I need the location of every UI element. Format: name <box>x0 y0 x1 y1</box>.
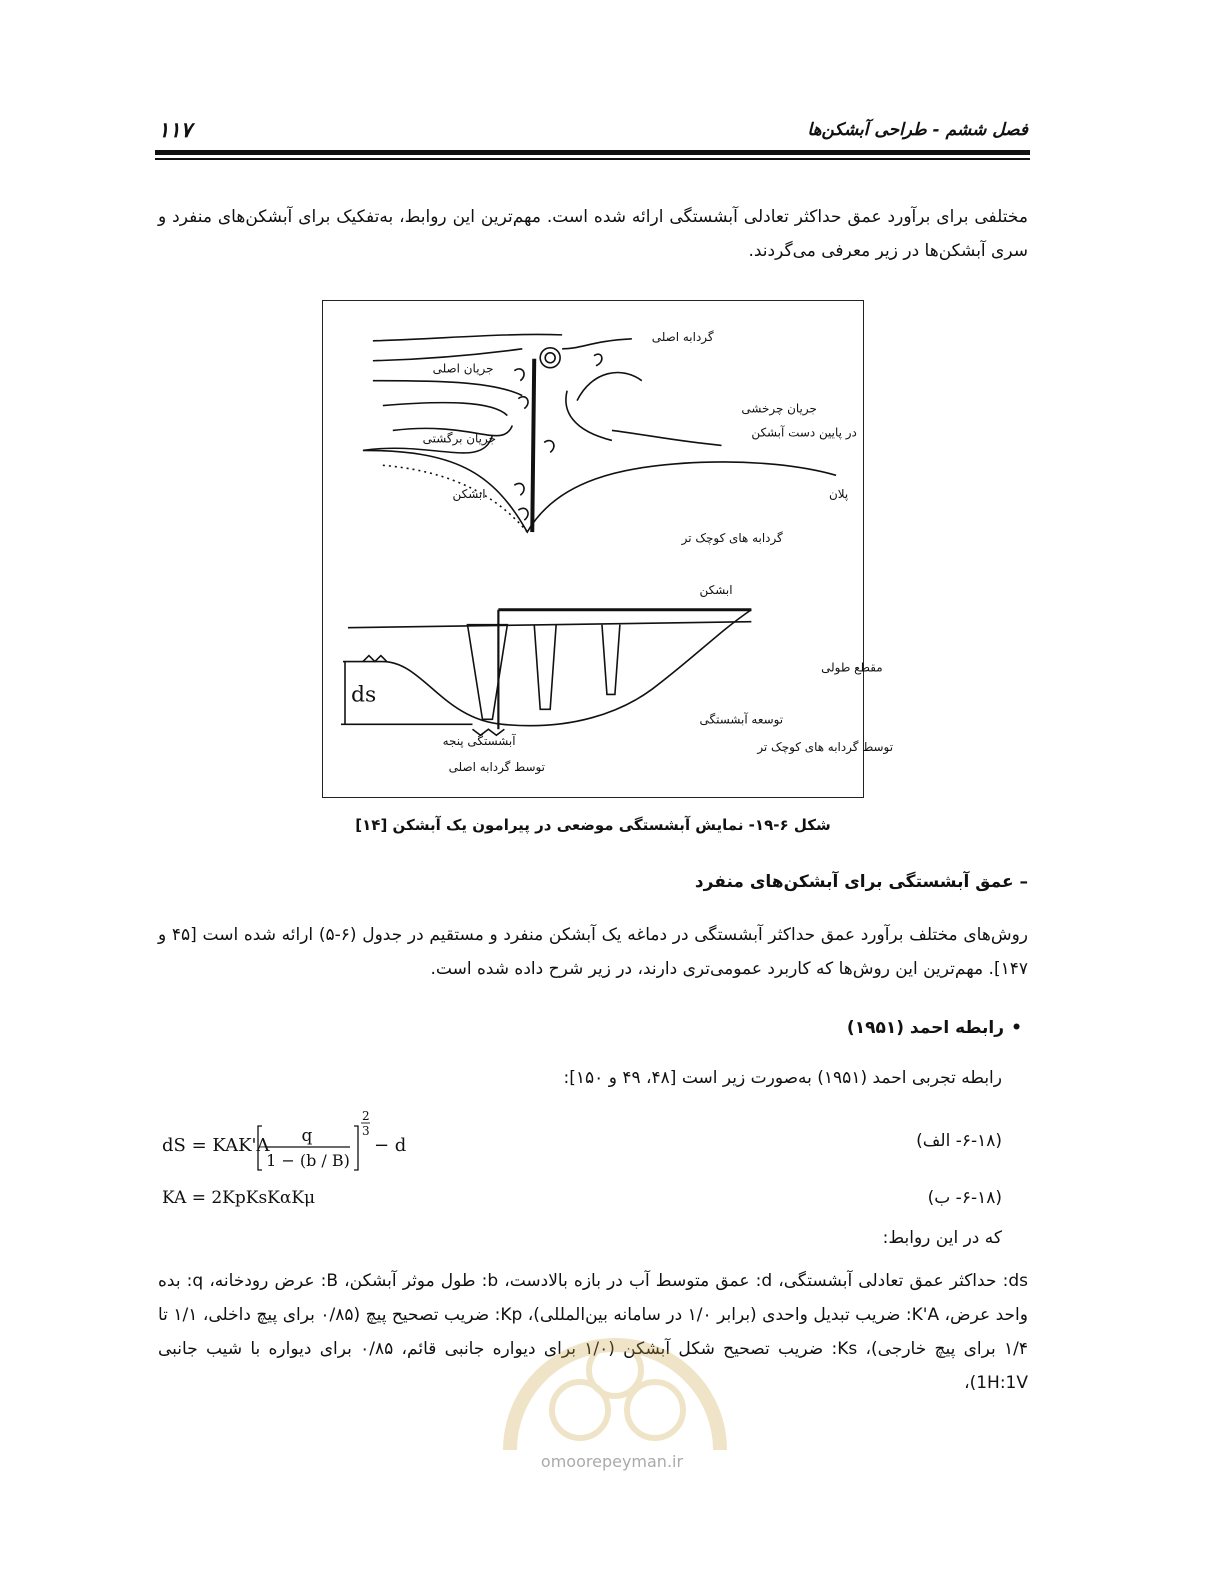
equation-18a <box>162 1108 462 1178</box>
eq1-numerator: q <box>301 1126 313 1146</box>
eq1-denominator: 1 − (b / B) <box>266 1151 350 1170</box>
label-main-vortex: گردابه اصلی <box>651 329 714 344</box>
eq1-tail: − d <box>374 1135 407 1156</box>
figure-scour-diagram <box>322 300 894 798</box>
label-return-flow: جریان برگشتی <box>422 431 496 446</box>
intro-paragraph: مختلفی برای برآورد عمق حداکثر تعادلی آبشستگی ارائه شده است. مهم‌ترین این روابط، به‌تفکیک برای آبشکن‌های منفرد و سری آبشکن‌ها در زیر معرفی می‌گردند. <box>158 207 1028 261</box>
equation-18b: KA = 2KpKsKαKμ <box>162 1188 316 1208</box>
equation-18a-label: (۶-۱۸- الف) <box>916 1131 1002 1151</box>
equation-18b-label: (۶-۱۸- ب) <box>927 1188 1002 1208</box>
page-number: ۱۱۷ <box>158 118 192 142</box>
label-plan: پلان <box>829 487 849 502</box>
label-claw-scour-2: توسط گردابه اصلی <box>448 760 545 775</box>
chapter-title: فصل ششم - طراحی آبشکن‌ها <box>807 120 1028 140</box>
eq1-lhs: dS = KAK'A <box>162 1135 270 1156</box>
formula-intro: رابطه تجربی احمد (۱۹۵۱) به‌صورت زیر است [۴۸، ۴۹ و ۱۵۰]: <box>563 1068 1002 1088</box>
label-ds: ds <box>350 682 377 708</box>
where-text: که در این روابط: <box>882 1228 1002 1248</box>
label-claw-scour-1: آبشستگی پنجه <box>442 734 516 749</box>
header-rule-thick <box>155 150 1030 155</box>
label-scour-dev-1: توسعه آبشستگی <box>699 712 784 727</box>
section-heading: – عمق آبشستگی برای آبشکن‌های منفرد <box>694 872 1028 892</box>
section-paragraph: روش‌های مختلف برآورد عمق حداکثر آبشستگی در دماغه یک آبشکن منفرد و مستقیم در جدول (۶-۵) ارائه شده است [۴۵ و ۱۴۷]. مهم‌ترین این روش‌ها که کاربرد عمومی‌تری دارند، در زیر شرح داده شده است. <box>158 925 1028 979</box>
label-spur-plan: ابشکن <box>452 487 486 502</box>
definitions-paragraph: ds: حداکثر عمق تعادلی آبشستگی، d: عمق متوسط آب در بازه بالادست، b: طول موثر آبشکن، B: عرض رودخانه، q: بده واحد عرض، K'A: ضریب تبدیل واحدی (برابر ۱/۰ در سامانه بین‌المللی)، Kp: ضریب تصحیح پیچ (۰/۸۵ برای پیچ داخلی، ۱/۱ تا ۱/۴ برای پیچ خارجی)، Ks: ضریب تصحیح شکل آبشکن (۱/۰ برای دیواره جانبی قائم، ۰/۸۵ برای دیواره با شیب جانبی 1H:1V)، <box>158 1271 1029 1393</box>
label-rotational-flow-1: جریان چرخشی <box>741 401 817 416</box>
label-scour-dev-2: توسط گردابه های کوچک تر <box>757 740 894 755</box>
eq1-exp-den: 3 <box>362 1124 370 1138</box>
label-longitudinal-section: مقطع طولی <box>821 660 883 675</box>
eq1-exp-num: 2 <box>362 1109 370 1123</box>
label-main-flow: جریان اصلی <box>432 361 494 376</box>
figure-drawing <box>323 301 894 797</box>
bullet-heading: رابطه احمد (۱۹۵۱) <box>846 1018 1004 1038</box>
figure-caption: شکل ۶-۱۹- نمایش آبشستگی موضعی در پیرامون یک آبشکن [۱۴] <box>355 816 831 834</box>
label-rotational-flow-2: در پایین دست آبشکن <box>751 425 857 440</box>
label-spur-section: ابشکن <box>699 582 733 597</box>
watermark-seal <box>490 1300 740 1450</box>
header-rule-thin <box>155 158 1030 160</box>
bullet-marker: • <box>1011 1018 1022 1038</box>
label-small-vortices: گردابه های کوچک تر <box>681 531 783 546</box>
watermark-text: omoorepeyman.ir <box>540 1452 684 1471</box>
